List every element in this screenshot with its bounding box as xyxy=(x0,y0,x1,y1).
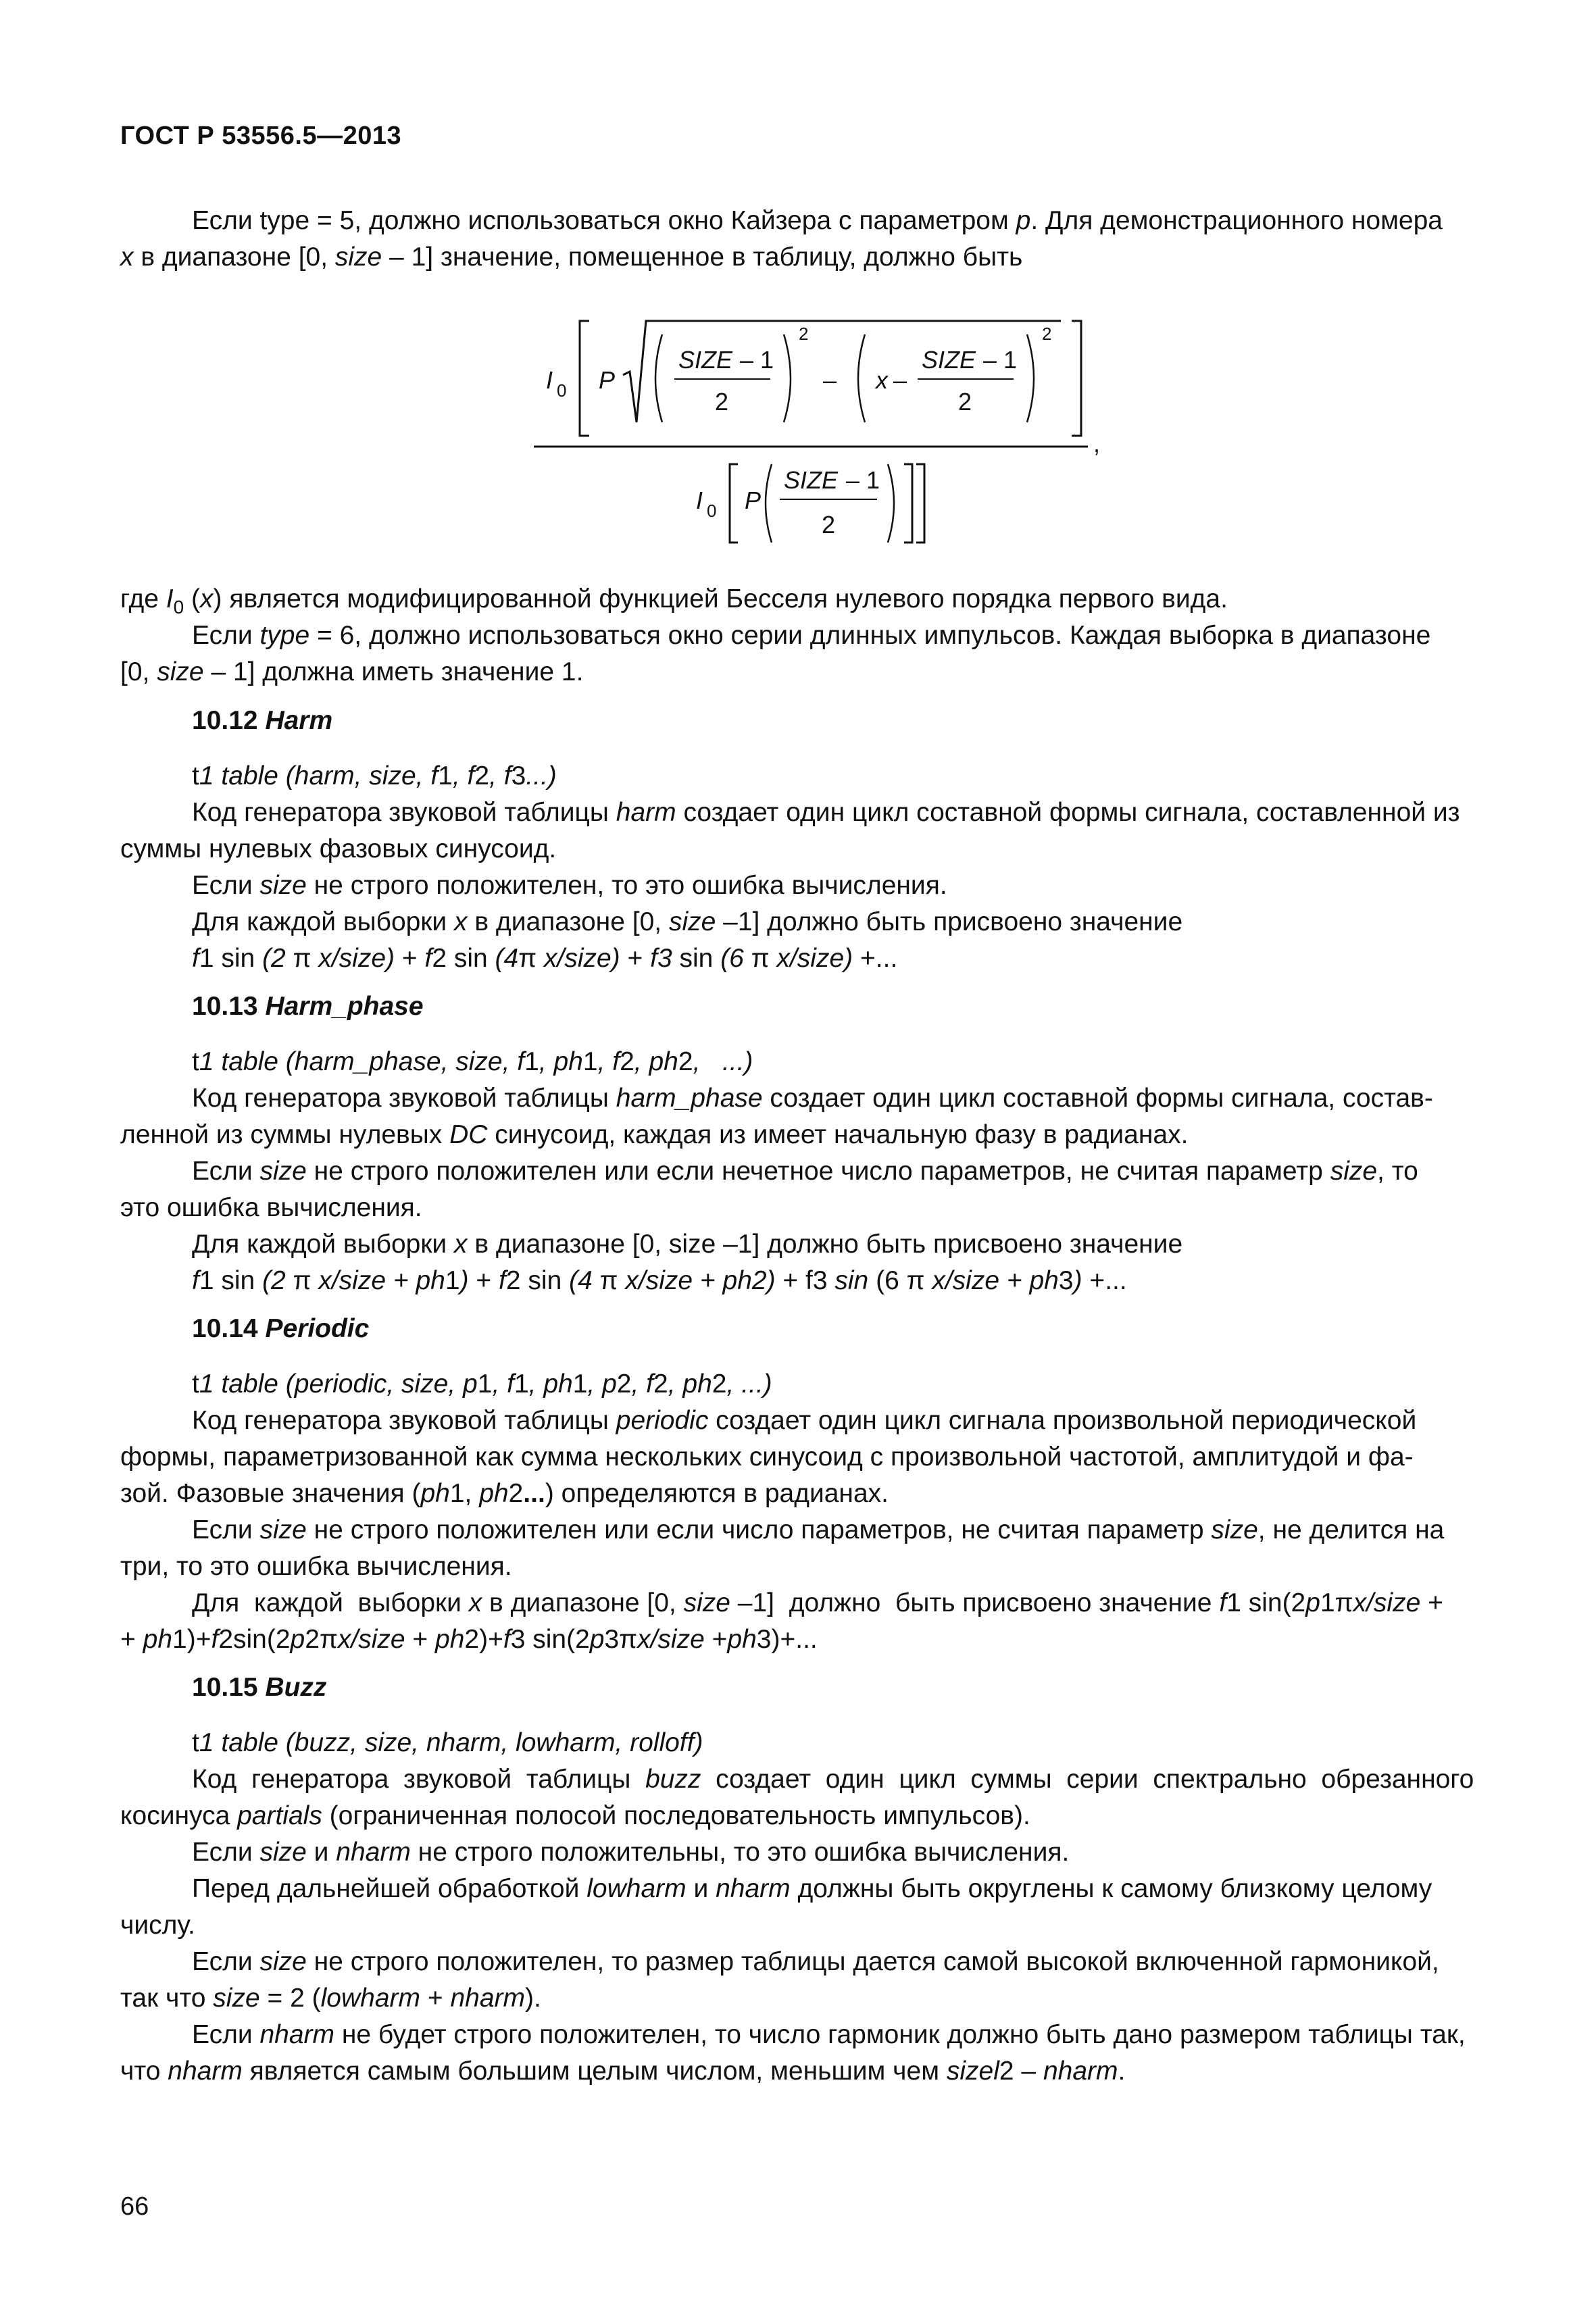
s1013-l6: f1 sin (2 π x/size + ph1) + f2 sin (4 π x/size + ph2) + f3 sin (6 π x/size + ph3) +... xyxy=(192,1266,1127,1295)
svg-text:2: 2 xyxy=(1042,324,1052,344)
sig-10-12: t1 table (harm, size, f1, f2, f3...) xyxy=(192,761,557,790)
s1015-l1: Код генератора звуковой таблицы buzz создает один цикл суммы серии спектрально обрезанного xyxy=(192,1765,1474,1794)
svg-text:– 1: – 1 xyxy=(740,346,774,374)
s1014-l6: Для каждой выборки x в диапазоне [0, size –1] должно быть присвоено значение f1 sin(2p1πx/size + xyxy=(192,1588,1443,1617)
svg-text:–: – xyxy=(823,366,837,394)
s1013-l2: ленной из суммы нулевых DC синусоид, каждая из имеет начальную фазу в радианах. xyxy=(120,1120,1189,1149)
s1012-l2: суммы нулевых фазовых синусоид. xyxy=(120,834,557,863)
heading-10-13: 10.13 Harm_phase xyxy=(192,992,424,1021)
s1014-l2: формы, параметризованной как сумма нескольких синусоид с произвольной частотой, амплитудой и фа- xyxy=(120,1442,1414,1472)
page-number: 66 xyxy=(120,2192,149,2221)
s1014-l3: зой. Фазовые значения (ph1, ph2...) определяются в радианах. xyxy=(120,1479,889,1508)
formula-sub0: 0 xyxy=(557,380,567,401)
svg-text:,: , xyxy=(1093,430,1101,457)
s1012-l3: Если size не строго положителен, то это ошибка вычисления. xyxy=(192,871,947,900)
type6-line-1: Если type = 6, должно использоваться окно серии длинных импульсов. Каждая выборка в диапазоне xyxy=(192,621,1431,650)
heading-10-14: 10.14 Periodic xyxy=(192,1314,370,1343)
svg-text:– 1: – 1 xyxy=(983,346,1018,374)
heading-10-12: 10.12 Harm xyxy=(192,706,333,735)
s1015-l7: так что size = 2 (lowharm + nharm). xyxy=(120,1984,541,2013)
svg-text:0: 0 xyxy=(707,501,717,521)
sig-10-14: t1 table (periodic, size, p1, f1, ph1, p2, f2, ph2, ...) xyxy=(192,1369,772,1399)
svg-text:x: x xyxy=(876,366,888,394)
sig-10-13: t1 table (harm_phase, size, f1, ph1, f2, ph2, ...) xyxy=(192,1047,753,1076)
formula-i0: I xyxy=(546,366,553,394)
svg-text:P: P xyxy=(745,486,762,514)
kaiser-formula xyxy=(534,307,1115,551)
svg-text:2: 2 xyxy=(799,324,809,344)
type6-line-2: [0, size – 1] должна иметь значение 1. xyxy=(120,657,584,686)
s1014-l1: Код генератора звуковой таблицы periodic создает один цикл сигнала произвольной периодической xyxy=(192,1406,1417,1435)
s1015-l3: Если size и nharm не строго положительны, то это ошибка вычисления. xyxy=(192,1838,1070,1867)
s1015-l4: Перед дальнейшей обработкой lowharm и nharm должны быть округлены к самому близкому целому xyxy=(192,1874,1432,1903)
svg-text:SIZE: SIZE xyxy=(922,346,976,374)
s1012-l4: Для каждой выборки x в диапазоне [0, size –1] должно быть присвоено значение xyxy=(192,907,1183,936)
s1015-l8: Если nharm не будет строго положителен, то число гармоник должно быть дано размером таблицы так, xyxy=(192,2020,1466,2049)
svg-text:–: – xyxy=(893,366,907,394)
s1015-l6: Если size не строго положителен, то размер таблицы дается самой высокой включенной гармоникой, xyxy=(192,1947,1439,1976)
s1013-l1: Код генератора звуковой таблицы harm_phase создает один цикл составной формы сигнала, состав- xyxy=(192,1084,1433,1113)
s1014-l7: + ph1)+f2sin(2p2πx/size + ph2)+f3 sin(2p3πx/size +ph3)+... xyxy=(120,1625,818,1654)
sig-10-15: t1 table (buzz, size, nharm, lowharm, rolloff) xyxy=(192,1728,703,1757)
s1013-l3: Если size не строго положителен или если нечетное число параметров, не считая параметр size, то xyxy=(192,1157,1418,1186)
s1013-l4: это ошибка вычисления. xyxy=(120,1193,422,1222)
svg-text:2: 2 xyxy=(715,388,729,416)
s1012-l1: Код генератора звуковой таблицы harm создает один цикл составной формы сигнала, составленной из xyxy=(192,798,1460,827)
s1014-l4: Если size не строго положителен или если число параметров, не считая параметр size, не делится на xyxy=(192,1515,1445,1544)
svg-text:I: I xyxy=(696,486,703,514)
svg-text:SIZE: SIZE xyxy=(784,466,839,494)
formula-p: P xyxy=(599,366,616,394)
s1015-l5: числу. xyxy=(120,1911,195,1940)
svg-text:– 1: – 1 xyxy=(846,466,880,494)
svg-text:2: 2 xyxy=(822,511,836,538)
s1015-l9: что nharm является самым большим целым числом, меньшим чем sizel2 – nharm. xyxy=(120,2057,1126,2086)
s1012-l5: f1 sin (2 π x/size) + f2 sin (4π x/size) + f3 sin (6 π x/size) +... xyxy=(192,944,898,973)
bessel-note: где $I_0$ (x) является модифицированной функцией Бесселя нулевого порядка первого вида. xyxy=(120,584,1228,618)
s1015-l2: косинуса partials (ограниченная полосой последовательность импульсов). xyxy=(120,1801,1030,1830)
s1013-l5: Для каждой выборки x в диапазоне [0, size –1] должно быть присвоено значение xyxy=(192,1230,1183,1259)
intro-line-2: x в диапазоне [0, size – 1] значение, помещенное в таблицу, должно быть xyxy=(120,243,1023,272)
s1014-l5: три, то это ошибка вычисления. xyxy=(120,1552,512,1581)
intro-line-1: Если type = 5, должно использоваться окно Кайзера с параметром p. Для демонстрационного номера xyxy=(192,206,1443,235)
document-header: ГОСТ Р 53556.5—2013 xyxy=(120,122,402,150)
heading-10-15: 10.15 Buzz xyxy=(192,1673,327,1702)
formula-size1: SIZE xyxy=(678,346,733,374)
svg-text:2: 2 xyxy=(958,388,972,416)
